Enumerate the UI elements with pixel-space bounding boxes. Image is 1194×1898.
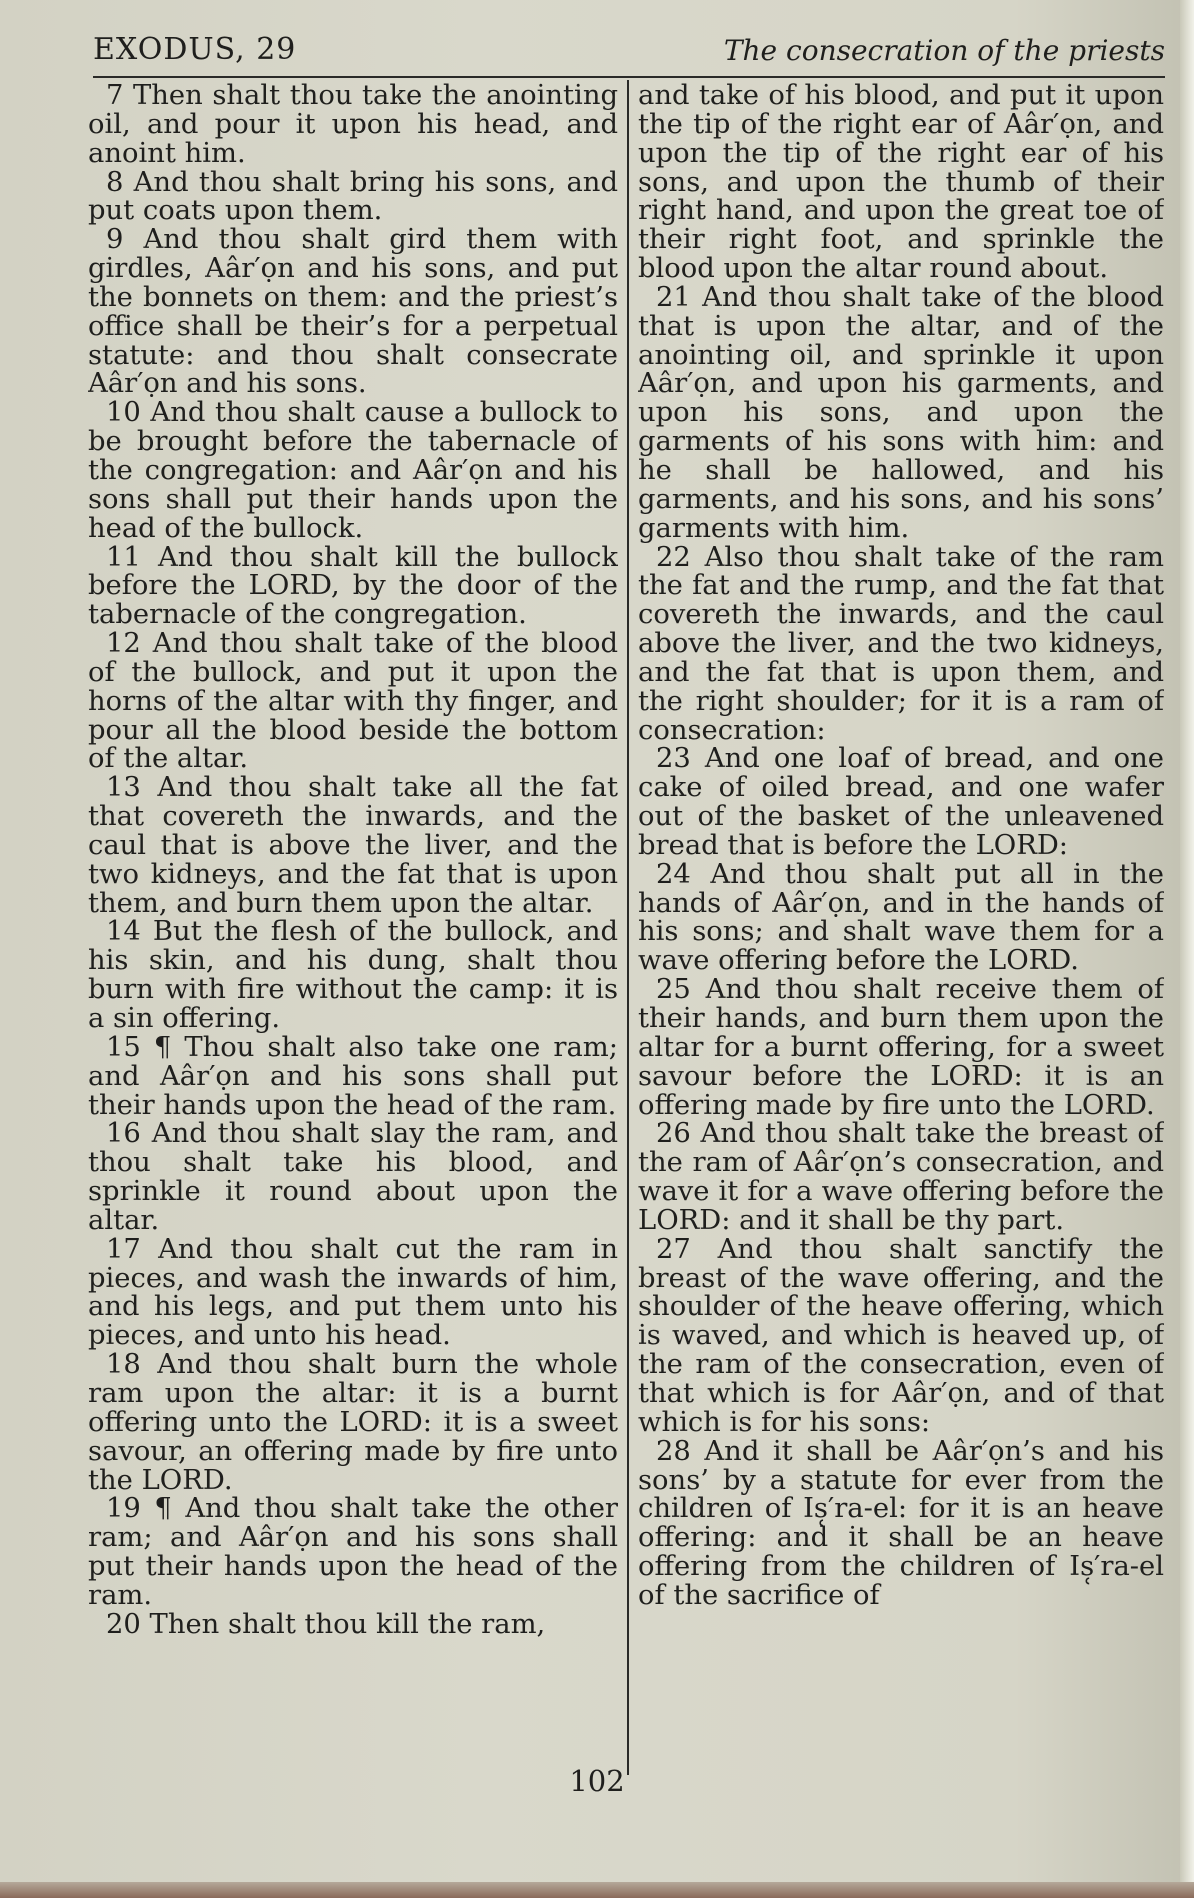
verse-20: 20 Then shalt thou kill the ram, — [106, 1608, 546, 1640]
running-head — [93, 28, 1165, 72]
verse-23: 23 And one loaf of bread, and one cake of oiled bread, and one wafer out of the basket of the unleavened bread that is before the LORD: — [638, 743, 1164, 861]
verse-9: 9 And thou shalt gird them with girdles, Aâr′ọn and his sons, and put the bonnets on them: and the priest’s office shall be their’s for a perpetual statute: and thou shalt consecrate Aâr′ọn and his sons. — [88, 224, 618, 400]
verse-8: 8 And thou shalt bring his sons, and put coats upon them. — [88, 166, 618, 227]
verse-26: 26 And thou shalt take the breast of the ram of Aâr′ọn’s consecration, and wave it for a wave offering before the LORD: and it shall be thy part. — [638, 1118, 1164, 1236]
verse-21: 21 And thou shalt take of the blood that is upon the altar, and of the anointing oil, and sprinkle it upon Aâr′ọn, and upon his garments, and upon his sons, and upon the garments of his sons with him: and he shall be hallowed, and his garments, and his sons, and his sons’ garments with him. — [638, 281, 1164, 544]
verse-20-continued: and take of his blood, and put it upon the tip of the right ear of Aâr′ọn, and upon the tip of the right ear of his sons, and upon the thumb of their right hand, and upon the great toe of their right foot, and sprinkle the blood upon the altar round about. — [638, 82, 1164, 285]
verse-27: 27 And thou shalt sanctify the breast of the wave offering, and the shoulder of the heave offering, which is waved, and which is heaved up, of the ram of the consecration, even of that which is for Aâr′ọn, and of that which is for his sons: — [638, 1233, 1164, 1438]
verse-16: 16 And thou shalt slay the ram, and thou shalt take his blood, and sprinkle it round about upon the altar. — [88, 1118, 618, 1236]
right-column — [638, 82, 1164, 1772]
book-chapter-heading: EXODUS, 29 — [93, 32, 297, 67]
left-column — [88, 82, 618, 1772]
verse-28: 28 And it shall be Aâr′ọn’s and his sons’ by a statute for ever from the children of Is̜′ra-el: for it is an heave offering: and it shall be an heave offering from the children of Is̜′ra-el of the sacrifice of — [638, 1435, 1164, 1611]
verse-25: 25 And thou shalt receive them of their hands, and burn them upon the altar for a burnt offering, for a sweet savour before the LORD: it is an offering made by fire unto the LORD. — [638, 974, 1164, 1121]
column-divider — [627, 80, 629, 1775]
verse-22: 22 Also thou shalt take of the ram the fat and the rump, and the fat that covereth the inwards, and the caul above the liver, and the two kidneys, and the fat that is upon them, and the right shoulder; for it is a ram of consecration: — [638, 541, 1164, 746]
section-title: The consecration of the priests — [723, 34, 1165, 67]
page-bottom-edge — [0, 1882, 1194, 1898]
verse-12: 12 And thou shalt take of the blood of the bullock, and put it upon the horns of the altar with thy finger, and pour all the blood beside the bottom of the altar. — [88, 628, 618, 775]
page-number: 102 — [569, 1764, 625, 1798]
verse-17: 17 And thou shalt cut the ram in pieces, and wash the inwards of him, and his legs, and put them unto his pieces, and unto his head. — [88, 1233, 618, 1352]
verse-7: 7 Then shalt thou take the anointing oil, and pour it upon his head, and anoint him. — [88, 82, 618, 169]
verse-11: 11 And thou shalt kill the bullock before the LORD, by the door of the tabernacle of the congregation. — [88, 541, 618, 631]
verse-14: 14 But the flesh of the bullock, and his skin, and his dung, shalt thou burn with fire without the camp: it is a sin offering. — [88, 916, 618, 1034]
verse-10: 10 And thou shalt cause a bullock to be brought before the tabernacle of the congregation: and Aâr′ọn and his sons shall put their hands upon the head of the bullock. — [88, 397, 618, 544]
verse-19: 19 ¶ And thou shalt take the other ram; and Aâr′ọn and his sons shall put their hands upon the head of the ram. — [88, 1493, 618, 1611]
verse-15: 15 ¶ Thou shalt also take one ram; and Aâr′ọn and his sons shall put their hands upon the head of the ram. — [88, 1031, 618, 1121]
page-edge — [1180, 0, 1194, 1898]
header-rule — [93, 76, 1165, 78]
verse-24: 24 And thou shalt put all in the hands of Aâr′ọn, and in the hands of his sons; and shalt wave them for a wave offering before the LORD. — [638, 858, 1164, 977]
verse-13: 13 And thou shalt take all the fat that covereth the inwards, and the caul that is above the liver, and the two kidneys, and the fat that is upon them, and burn them upon the altar. — [88, 772, 618, 919]
verse-18: 18 And thou shalt burn the whole ram upon the altar: it is a burnt offering unto the LORD: it is a sweet savour, an offering made by fire unto the LORD. — [88, 1349, 618, 1496]
